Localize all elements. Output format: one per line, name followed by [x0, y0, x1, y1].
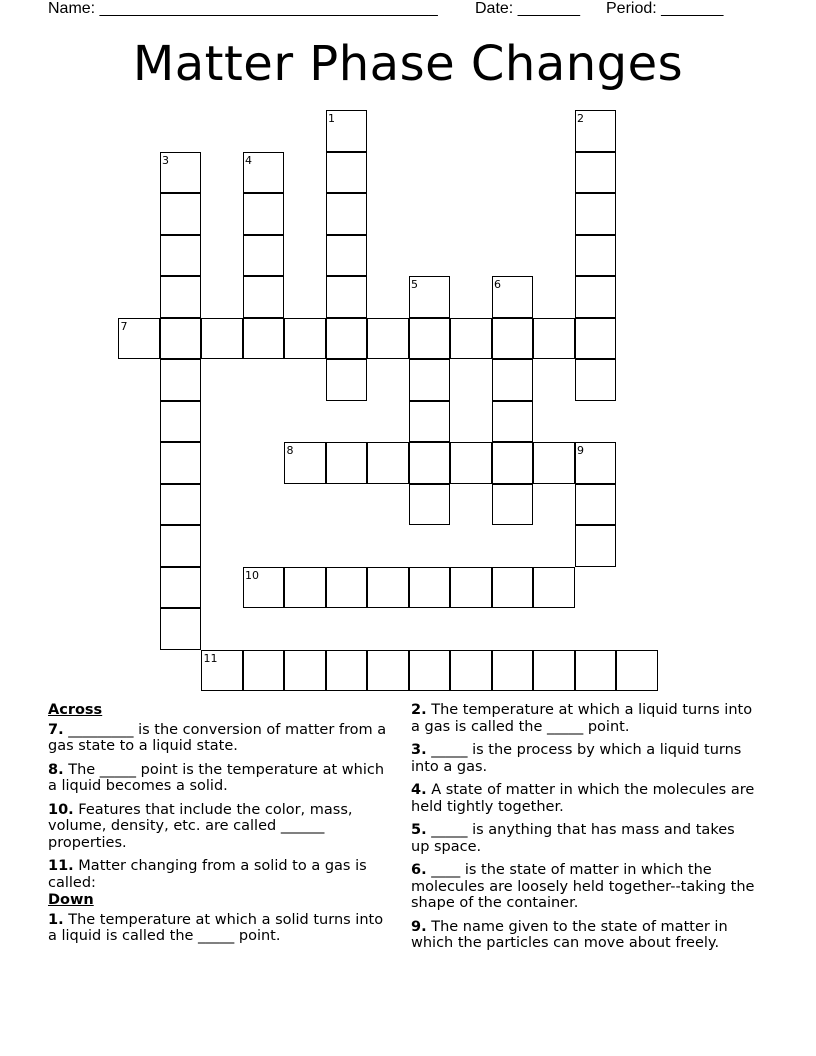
crossword-cell[interactable] — [575, 525, 617, 567]
crossword-cell[interactable] — [575, 484, 617, 526]
crossword-cell[interactable] — [367, 442, 409, 484]
crossword-cell[interactable] — [243, 567, 285, 609]
crossword-cell[interactable] — [409, 359, 451, 401]
crossword-cell[interactable] — [409, 442, 451, 484]
crossword-cell[interactable] — [533, 650, 575, 692]
crossword-cell[interactable] — [160, 484, 202, 526]
crossword-cell[interactable] — [326, 567, 368, 609]
crossword-cell[interactable] — [492, 276, 534, 318]
across-heading: Across — [48, 702, 103, 718]
crossword-cell[interactable] — [160, 442, 202, 484]
clue-across-8 — [48, 762, 393, 795]
crossword-cell[interactable] — [492, 359, 534, 401]
period-field[interactable]: Period: _______ — [606, 0, 724, 17]
crossword-cell[interactable] — [243, 152, 285, 194]
clue-number: 7. — [48, 721, 64, 738]
crossword-cell[interactable] — [160, 235, 202, 277]
name-field[interactable]: Name: ______________________________________ — [48, 0, 438, 17]
clue-text: _____ is the process by which a liquid turns into a gas. — [411, 742, 742, 775]
crossword-cell[interactable] — [160, 401, 202, 443]
clue-text: The temperature at which a liquid turns into a gas is called the _____ point. — [411, 702, 753, 735]
clue-number-label: 7 — [120, 319, 128, 333]
crossword-cell[interactable] — [160, 276, 202, 318]
down-heading: Down — [48, 892, 94, 908]
crossword-cell[interactable] — [409, 318, 451, 360]
crossword-cell[interactable] — [533, 567, 575, 609]
clue-number: 6. — [411, 862, 427, 878]
crossword-cell[interactable] — [492, 401, 534, 443]
clue-number: 2. — [411, 702, 427, 718]
crossword-cell[interactable] — [575, 318, 617, 360]
clue-text: The temperature at which a solid turns into a liquid is called the _____ point. — [48, 911, 384, 944]
crossword-cell[interactable] — [450, 318, 492, 360]
crossword-cell[interactable] — [533, 318, 575, 360]
clue-number: 9. — [411, 918, 427, 935]
clue-number-label: 2 — [577, 112, 584, 125]
crossword-cell[interactable] — [450, 442, 492, 484]
crossword-cell[interactable] — [243, 193, 285, 235]
crossword-cell[interactable] — [243, 276, 285, 318]
crossword-cell[interactable] — [492, 650, 534, 692]
clue-number: 3. — [411, 742, 427, 758]
crossword-cell[interactable] — [160, 318, 202, 360]
crossword-cell[interactable] — [492, 442, 534, 484]
crossword-cell[interactable] — [575, 359, 617, 401]
date-field[interactable]: Date: _______ — [475, 0, 580, 17]
crossword-cell[interactable] — [160, 193, 202, 235]
clue-number-label: 3 — [162, 153, 169, 167]
crossword-cell[interactable] — [575, 442, 617, 484]
crossword-cell[interactable] — [450, 567, 492, 609]
crossword-cell[interactable] — [575, 276, 617, 318]
crossword-cell[interactable] — [492, 567, 534, 609]
crossword-cell[interactable] — [367, 650, 409, 692]
crossword-cell[interactable] — [575, 110, 617, 152]
clue-number: 4. — [411, 782, 427, 798]
crossword-cell[interactable] — [326, 650, 368, 692]
crossword-cell[interactable] — [367, 567, 409, 609]
crossword-cell[interactable] — [284, 318, 326, 360]
clue-number: 11. — [48, 858, 74, 874]
crossword-cell[interactable] — [450, 650, 492, 692]
crossword-cell[interactable] — [492, 318, 534, 360]
crossword-cell[interactable] — [201, 650, 243, 692]
crossword-cell[interactable] — [492, 484, 534, 526]
clue-column-right — [411, 702, 756, 959]
crossword-cell[interactable] — [367, 318, 409, 360]
clue-text: The name given to the state of matter in which the particles can move about freely. — [411, 918, 728, 951]
crossword-cell[interactable] — [160, 608, 202, 650]
crossword-cell[interactable] — [284, 567, 326, 609]
crossword-cell[interactable] — [243, 318, 285, 360]
crossword-cell[interactable] — [326, 235, 368, 277]
crossword-cell[interactable] — [409, 567, 451, 609]
clue-down-9 — [411, 919, 756, 952]
clue-number-label: 5 — [411, 278, 418, 291]
crossword-cell[interactable] — [409, 650, 451, 692]
crossword-cell[interactable] — [409, 401, 451, 443]
crossword-cell[interactable] — [326, 276, 368, 318]
crossword-cell[interactable] — [575, 235, 617, 277]
clue-text: Matter changing from a solid to a gas is called: — [48, 858, 367, 891]
clue-across-10 — [48, 802, 393, 852]
clue-number-label: 8 — [286, 444, 294, 457]
clue-text: _____ is anything that has mass and takes up space. — [411, 822, 735, 855]
crossword-cell[interactable] — [118, 318, 160, 360]
crossword-cell[interactable] — [243, 235, 285, 277]
crossword-cell[interactable] — [616, 650, 658, 692]
crossword-cell[interactable] — [409, 276, 451, 318]
clue-across-11 — [48, 858, 393, 891]
clue-down-3 — [411, 742, 756, 775]
clue-text: ____ is the state of matter in which the molecules are loosely held together--taking the shape of the container. — [411, 862, 755, 911]
clue-text: A state of matter in which the molecules are held tightly together. — [411, 782, 755, 815]
crossword-cell[interactable] — [326, 193, 368, 235]
clue-down-4 — [411, 782, 756, 815]
crossword-cell[interactable] — [160, 359, 202, 401]
clue-down-1 — [48, 912, 393, 945]
clue-number-label: 6 — [494, 278, 501, 291]
crossword-cell[interactable] — [409, 484, 451, 526]
crossword-cell[interactable] — [326, 110, 368, 152]
clue-number: 10. — [48, 801, 74, 818]
crossword-cell[interactable] — [326, 442, 368, 484]
clue-down-6 — [411, 862, 756, 912]
crossword-cell[interactable] — [533, 442, 575, 484]
clue-number: 5. — [411, 822, 427, 838]
crossword-cell[interactable] — [243, 650, 285, 692]
crossword-cell[interactable] — [326, 152, 368, 194]
clue-text: The _____ point is the temperature at which a liquid becomes a solid. — [48, 761, 385, 794]
clue-down-2 — [411, 702, 756, 735]
crossword-cell[interactable] — [160, 567, 202, 609]
clue-number-label: 10 — [245, 568, 259, 582]
crossword-cell[interactable] — [284, 442, 326, 484]
crossword-cell[interactable] — [160, 152, 202, 194]
clue-text: Features that include the color, mass, volume, density, etc. are called ______ properties. — [48, 801, 353, 851]
clue-number-label: 4 — [245, 153, 252, 167]
clue-number: 8. — [48, 761, 64, 778]
crossword-cell[interactable] — [575, 650, 617, 692]
clue-across-7 — [48, 722, 393, 755]
clue-number-label: 9 — [577, 444, 584, 457]
clue-number-label: 1 — [328, 112, 335, 125]
crossword-cell[interactable] — [201, 318, 243, 360]
clue-down-5 — [411, 822, 756, 855]
clue-text: _________ is the conversion of matter from a gas state to a liquid state. — [48, 721, 387, 754]
clue-number-label: 11 — [203, 651, 218, 665]
crossword-cell[interactable] — [575, 152, 617, 194]
crossword-cell[interactable] — [160, 525, 202, 567]
clue-number: 1. — [48, 911, 64, 928]
clue-column-left — [48, 702, 393, 952]
crossword-cell[interactable] — [326, 359, 368, 401]
crossword-cell[interactable] — [284, 650, 326, 692]
crossword-cell[interactable] — [326, 318, 368, 360]
page-title: Matter Phase Changes — [132, 36, 684, 92]
crossword-cell[interactable] — [575, 193, 617, 235]
